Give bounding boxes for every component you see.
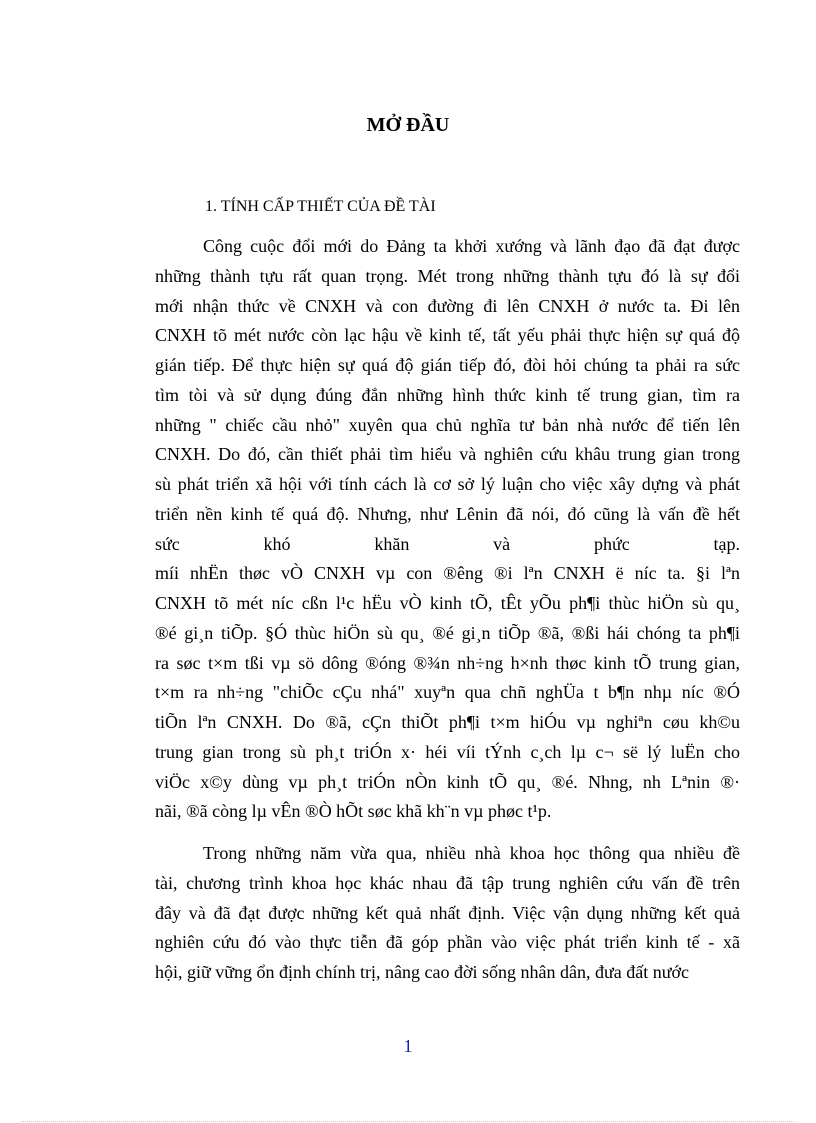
paragraph-line: tiÕn lªn CNXH. Do ®ã, cÇn thiÕt ph¶i t×m hiÓu vµ nghiªn cøu kh©u: [155, 712, 740, 732]
paragraph-line: viÖc x©y dùng vµ ph¸t triÓn nÒn kinh tÕ qu¸ ®é. Nhng, nh Lªnin ®·: [155, 771, 740, 792]
paragraph-line: CNXH tõ mét nước còn lạc hậu về kinh tế, tất yếu phải thực hiện sự quá độ: [155, 325, 740, 346]
paragraph-line: CNXH tõ mét níc cßn l¹c hËu vÒ kinh tÕ, tÊt yÕu ph¶i thùc hiÖn sù qu¸: [155, 593, 740, 613]
paragraph-line: Công cuộc đổi mới do Đảng ta khởi xướng và lãnh đạo đã đạt được: [203, 236, 740, 256]
paragraph-line: ®é gi¸n tiÕp. §Ó thùc hiÖn sù qu¸ ®é gi¸n tiÕp ®ã, ®ßi hái chóng ta ph¶i: [155, 622, 740, 643]
paragraph-urgency: [155, 232, 740, 827]
paragraph-line: gián tiếp. Để thực hiện sự quá độ gián tiếp đó, đòi hỏi chúng ta phải ra sức: [155, 355, 740, 375]
section-heading: 1. TÍNH CẤP THIẾT CỦA ĐỀ TÀI: [205, 198, 436, 215]
paragraph-line: CNXH. Do đó, cần thiết phải tìm hiểu và nghiên cứu khâu trung gian trong: [155, 444, 740, 465]
paragraph-line: nghiên cứu đó vào thực tiễn đã góp phần vào việc phát triển kinh tế - xã: [155, 932, 740, 953]
paragraph-line: hội, giữ vững ổn định chính trị, nâng cao đời sống nhân dân, đưa đất nước: [155, 962, 689, 982]
paragraph-line: những " chiếc cầu nhỏ" xuyên qua chủ nghĩa tư bản nhà nước để tiến lên: [155, 414, 740, 435]
paragraph-line: t×m ra nh÷ng "chiÕc cÇu nhá" xuyªn qua chñ nghÜa t b¶n nhµ níc ®Ó: [155, 682, 740, 703]
paragraph-line: tìm tòi và sử dụng đúng đắn những hình thức kinh tế trung gian, tìm ra: [155, 384, 740, 405]
paragraph-line: nãi, ®ã còng lµ vÊn ®Ò hÕt søc khã kh¨n vµ phøc t¹p.: [155, 801, 552, 822]
paragraph-line: triển nền kinh tế quá độ. Nhưng, như Lênin đã nói, đó cũng là vấn đề hết: [155, 503, 740, 524]
paragraph-line: trung gian trong sù ph¸t triÓn x· héi víi tÝnh c¸ch lµ c¬ së lý luËn cho: [155, 741, 740, 762]
paragraph-line: Trong những năm vừa qua, nhiều nhà khoa học thông qua nhiều đề: [203, 843, 740, 863]
paragraph-line: tài, chương trình khoa học khác nhau đã tập trung nghiên cứu vấn đề trên: [155, 872, 740, 893]
paragraph-research-status: [155, 839, 740, 988]
paragraph-line: sức khó khăn và phức tạp.: [155, 533, 740, 554]
page-title: MỞ ĐẦU: [366, 114, 450, 136]
paragraph-line: sù phát triển xã hội với tính cách là cơ sở lý luận cho việc xây dựng và phát: [155, 474, 740, 494]
paragraph-line: míi nhËn thøc vÒ CNXH vµ con ®êng ®i lªn CNXH ë níc ta. §i lªn: [155, 563, 740, 584]
page-bottom-divider: [22, 1121, 794, 1122]
page-number: 1: [403, 1036, 413, 1056]
paragraph-line: ra søc t×m tßi vµ sö dông ®óng ®¾n nh÷ng h×nh thøc kinh tÕ trung gian,: [155, 652, 740, 673]
paragraph-line: mới nhận thức về CNXH và con đường đi lên CNXH ở nước ta. Đi lên: [155, 295, 740, 316]
paragraph-line: những thành tựu rất quan trọng. Mét trong những thành tựu đó là sự đổi: [155, 265, 740, 286]
paragraph-line: đây và đã đạt được những kết quả nhất định. Việc vận dụng những kết quả: [155, 902, 740, 923]
